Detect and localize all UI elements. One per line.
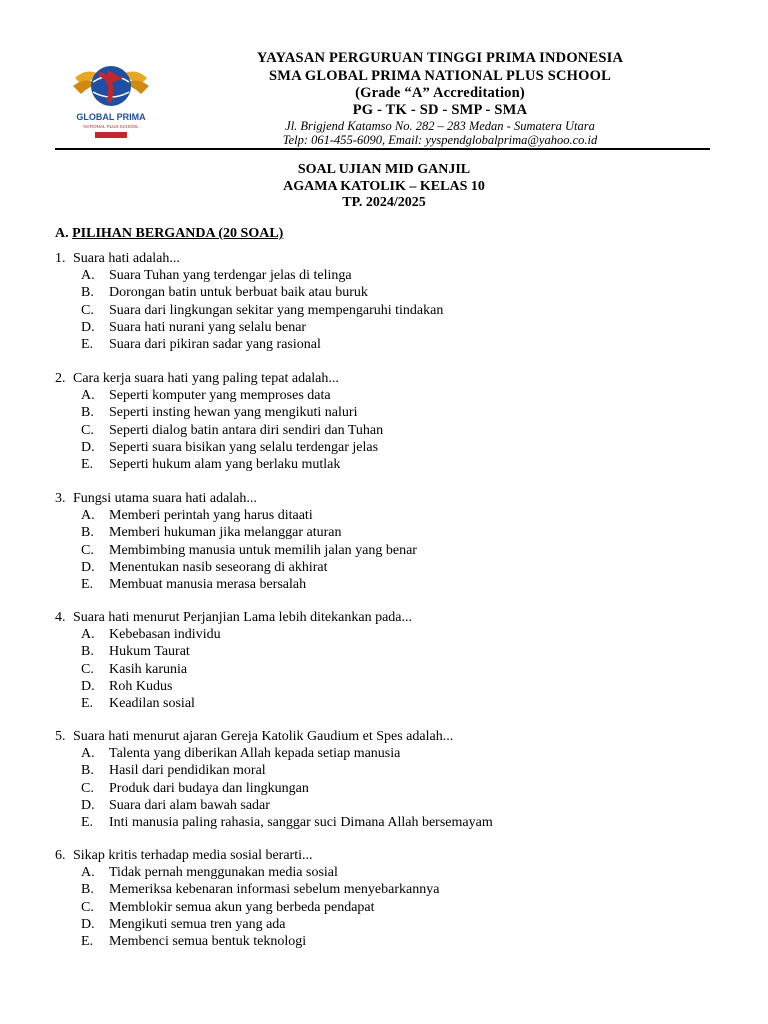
- option-letter: D.: [81, 319, 95, 335]
- school-name: SMA GLOBAL PRIMA NATIONAL PLUS SCHOOL: [269, 68, 611, 84]
- option-letter: A.: [81, 627, 95, 642]
- question-text: Fungsi utama suara hati adalah...: [73, 491, 257, 506]
- option-text: Membimbing manusia untuk memilih jalan yang benar: [109, 542, 417, 558]
- option-letter: A.: [81, 508, 95, 523]
- exam-year: TP. 2024/2025: [342, 195, 426, 210]
- option-letter: D.: [81, 678, 95, 694]
- section-prefix: A.: [55, 226, 69, 241]
- option-letter: A.: [81, 746, 95, 761]
- option-text: Suara dari alam bawah sadar: [109, 797, 270, 813]
- option-letter: D.: [81, 439, 95, 455]
- accreditation: (Grade “A” Accreditation): [355, 85, 525, 101]
- option-text: Talenta yang diberikan Allah kepada setiap manusia: [109, 746, 401, 761]
- option-letter: B.: [81, 644, 94, 660]
- option-letter: B.: [81, 882, 94, 898]
- option-letter: E.: [81, 337, 94, 353]
- section-label: PILIHAN BERGANDA (20 SOAL): [72, 226, 284, 241]
- option-text: Seperti komputer yang memproses data: [109, 388, 331, 403]
- option-text: Dorongan batin untuk berbuat baik atau buruk: [109, 285, 368, 301]
- option-text: Seperti insting hewan yang mengikuti naluri: [109, 405, 358, 421]
- option-letter: D.: [81, 559, 95, 575]
- exam-title: SOAL UJIAN MID GANJIL: [297, 162, 471, 177]
- question-number: 2.: [55, 371, 66, 386]
- option-letter: D.: [81, 797, 95, 813]
- question-5: [55, 729, 453, 745]
- option-text: Tidak pernah menggunakan media sosial: [109, 865, 338, 880]
- option-letter: E.: [81, 696, 94, 712]
- option-letter: B.: [81, 285, 94, 301]
- option-letter: C.: [81, 422, 94, 438]
- option-text: Hasil dari pendidikan moral: [109, 763, 266, 779]
- logo-text-sub: NATIONAL PLUS SCHOOL: [83, 124, 139, 129]
- option-text: Keadilan sosial: [109, 696, 195, 712]
- option-text: Suara Tuhan yang terdengar jelas di telinga: [109, 268, 352, 283]
- option-letter: E.: [81, 577, 94, 593]
- option-letter: B.: [81, 525, 94, 541]
- question-text: Sikap kritis terhadap media sosial berarti...: [73, 848, 313, 863]
- option-text: Roh Kudus: [109, 678, 173, 694]
- question-6: [55, 848, 313, 864]
- question-text: Cara kerja suara hati yang paling tepat adalah...: [73, 371, 339, 386]
- option-letter: C.: [81, 780, 94, 796]
- option-letter: E.: [81, 815, 94, 831]
- option-text: Suara hati nurani yang selalu benar: [109, 319, 307, 335]
- option-letter: D.: [81, 916, 95, 932]
- school-logo: [69, 56, 153, 142]
- question-3: [55, 491, 257, 507]
- logo-text-main: GLOBAL PRIMA: [76, 112, 146, 122]
- foundation-name: YAYASAN PERGURUAN TINGGI PRIMA INDONESIA: [256, 50, 624, 66]
- school-contact: Telp: 061-455-6090, Email: yyspendglobalprima@yahoo.co.id: [282, 133, 598, 147]
- option-text: Suara dari pikiran sadar yang rasional: [109, 337, 321, 353]
- option-text: Seperti dialog batin antara diri sendiri dan Tuhan: [109, 422, 384, 438]
- question-text: Suara hati adalah...: [73, 251, 180, 266]
- option-letter: A.: [81, 268, 95, 283]
- option-text: Mengikuti semua tren yang ada: [109, 916, 286, 932]
- exam-subject: AGAMA KATOLIK – KELAS 10: [283, 179, 485, 194]
- section-heading: [55, 226, 283, 242]
- option-text: Produk dari budaya dan lingkungan: [109, 780, 309, 796]
- option-text: Memberi perintah yang harus ditaati: [109, 508, 313, 523]
- option-letter: C.: [81, 899, 94, 915]
- option-letter: C.: [81, 302, 94, 318]
- option-letter: C.: [81, 661, 94, 677]
- question-number: 3.: [55, 491, 66, 506]
- question-2: [55, 371, 339, 387]
- letterhead-divider: [55, 148, 710, 150]
- option-letter: B.: [81, 405, 94, 421]
- option-text: Kasih karunia: [109, 661, 188, 677]
- question-text: Suara hati menurut Perjanjian Lama lebih ditekankan pada...: [73, 610, 412, 625]
- option-letter: E.: [81, 457, 94, 473]
- question-number: 1.: [55, 251, 66, 266]
- school-address: Jl. Brigjend Katamso No. 282 – 283 Medan - Sumatera Utara: [285, 119, 595, 133]
- option-letter: E.: [81, 934, 94, 950]
- option-text: Seperti hukum alam yang berlaku mutlak: [109, 457, 341, 473]
- option-text: Memberi hukuman jika melanggar aturan: [109, 525, 342, 541]
- option-text: Hukum Taurat: [109, 644, 190, 660]
- question-number: 6.: [55, 848, 66, 863]
- option-text: Membuat manusia merasa bersalah: [109, 577, 307, 593]
- option-letter: A.: [81, 865, 95, 880]
- letterhead: [55, 50, 710, 150]
- question-text: Suara hati menurut ajaran Gereja Katolik Gaudium et Spes adalah...: [73, 729, 454, 744]
- option-text: Inti manusia paling rahasia, sanggar suci Dimana Allah bersemayam: [109, 815, 493, 831]
- option-text: Seperti suara bisikan yang selalu terdengar jelas: [109, 439, 379, 455]
- question-4: [55, 610, 412, 626]
- option-text: Kebebasan individu: [109, 627, 221, 642]
- option-text: Memblokir semua akun yang berbeda pendapat: [109, 899, 375, 915]
- question-number: 4.: [55, 610, 66, 625]
- option-letter: B.: [81, 763, 94, 779]
- school-levels: PG - TK - SD - SMP - SMA: [352, 102, 528, 118]
- question-number: 5.: [55, 729, 66, 744]
- option-text: Memeriksa kebenaran informasi sebelum menyebarkannya: [109, 882, 440, 898]
- option-letter: C.: [81, 542, 94, 558]
- option-text: Membenci semua bentuk teknologi: [109, 934, 307, 950]
- question-1: [55, 251, 180, 267]
- option-letter: A.: [81, 388, 95, 403]
- option-text: Menentukan nasib seseorang di akhirat: [109, 559, 328, 575]
- option-text: Suara dari lingkungan sekitar yang mempengaruhi tindakan: [109, 302, 444, 318]
